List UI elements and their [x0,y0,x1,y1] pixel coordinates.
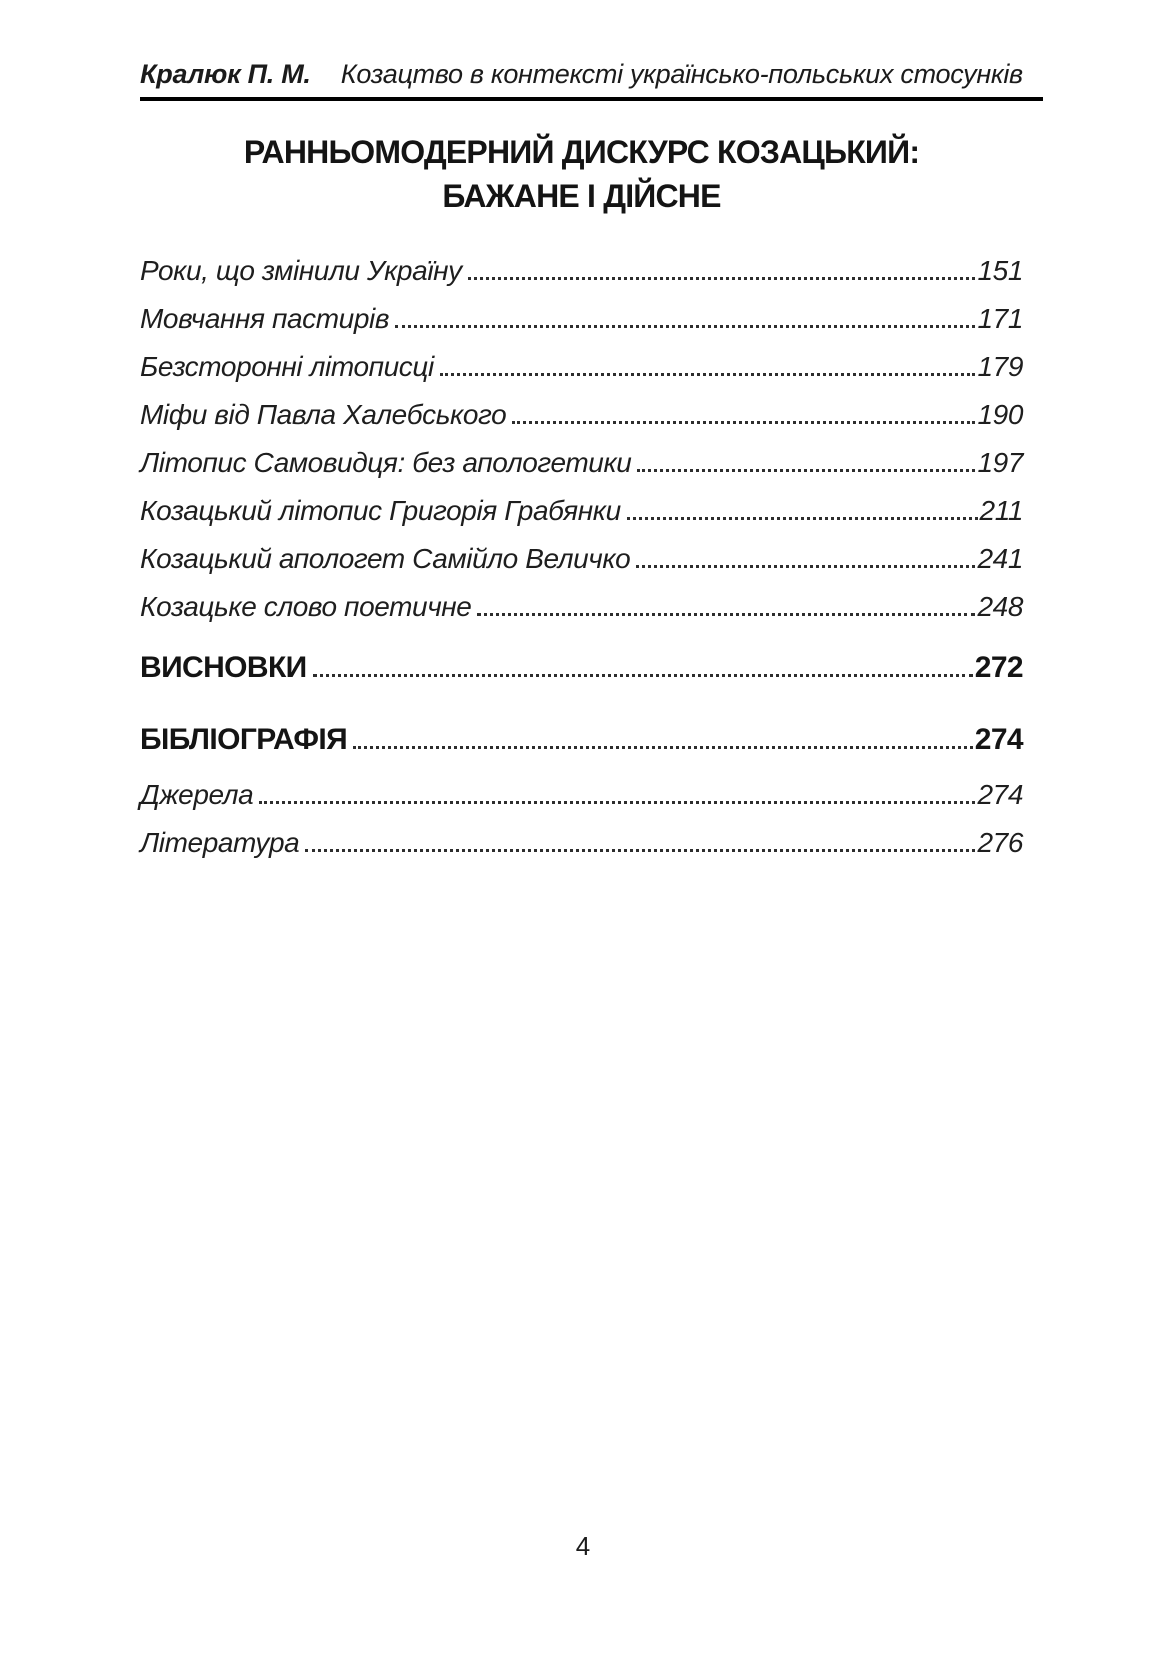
toc-entry-label: Література [140,827,300,858]
toc-entry [140,302,1023,336]
toc-entry [140,826,1023,860]
toc-entry-page: 276 [977,827,1023,858]
toc-dot-leader [477,613,975,616]
toc-entry-label: Козацький літопис Григорія Грабянки [140,495,621,526]
page-number: 4 [575,1531,591,1561]
running-header-author: Кралюк П. М. [140,59,311,89]
header-rule [140,97,1043,101]
toc-entry-label: ВИСНОВКИ [140,651,307,684]
toc-dot-leader [636,565,975,568]
toc-entry [140,398,1023,432]
toc-entry [140,650,1023,686]
toc-entry-label: Джерела [140,779,254,810]
toc-entry-label: Безсторонні літописці [140,351,434,382]
toc-entry-label: Козацьке слово поетичне [140,591,472,622]
toc-entry-page: 211 [979,495,1023,526]
toc-dot-leader [440,373,976,376]
section-title [140,130,1023,218]
toc-entry [140,542,1023,576]
toc-entry-page: 151 [977,255,1023,286]
toc-dot-leader [627,517,978,520]
section-title-line1: РАННЬОМОДЕРНИЙ ДИСКУРС КОЗАЦЬКИЙ: [243,134,920,170]
toc-entry-page: 274 [977,779,1023,810]
toc-entry [140,590,1023,624]
toc-entry-label: Козацький апологет Самійло Величко [140,543,631,574]
toc-entry [140,350,1023,384]
toc-dot-leader [305,849,975,852]
toc-entry [140,446,1023,480]
toc-entry-label: Мовчання пастирів [140,303,390,334]
toc-entry-page: 241 [977,543,1023,574]
toc-dot-leader [468,277,976,280]
toc-entry-page: 197 [977,447,1023,478]
toc-entry-page: 179 [977,351,1023,382]
toc-dot-leader [395,325,975,328]
toc-entry [140,254,1023,288]
toc-dot-leader [353,746,973,749]
toc-dot-leader [637,469,975,472]
toc-entry-label: Роки, що змінили Україну [140,255,462,286]
toc-entry-page: 248 [977,591,1023,622]
toc-entry-label: БІБЛІОГРАФІЯ [140,723,348,756]
section-title-line2: БАЖАНЕ І ДІЙСНЕ [442,178,721,214]
toc-dot-leader [313,674,973,677]
toc-entry-page: 274 [974,723,1023,756]
running-header-book-title: Козацтво в контексті українсько-польських стосунків [340,59,1023,89]
toc-list [140,254,1023,860]
toc-entry-page: 272 [974,651,1023,684]
toc-entry [140,722,1023,758]
toc-entry [140,494,1023,528]
toc-dot-leader [259,801,975,804]
toc-dot-leader [512,421,975,424]
toc-entry-label: Міфи від Павла Халебського [140,399,507,430]
toc-entry-label: Літопис Самовидця: без апологетики [140,447,632,478]
toc-entry-page: 171 [977,303,1023,334]
toc-entry-page: 190 [977,399,1023,430]
toc-entry [140,778,1023,812]
running-header [140,58,1023,90]
page-footer [0,1531,1166,1562]
